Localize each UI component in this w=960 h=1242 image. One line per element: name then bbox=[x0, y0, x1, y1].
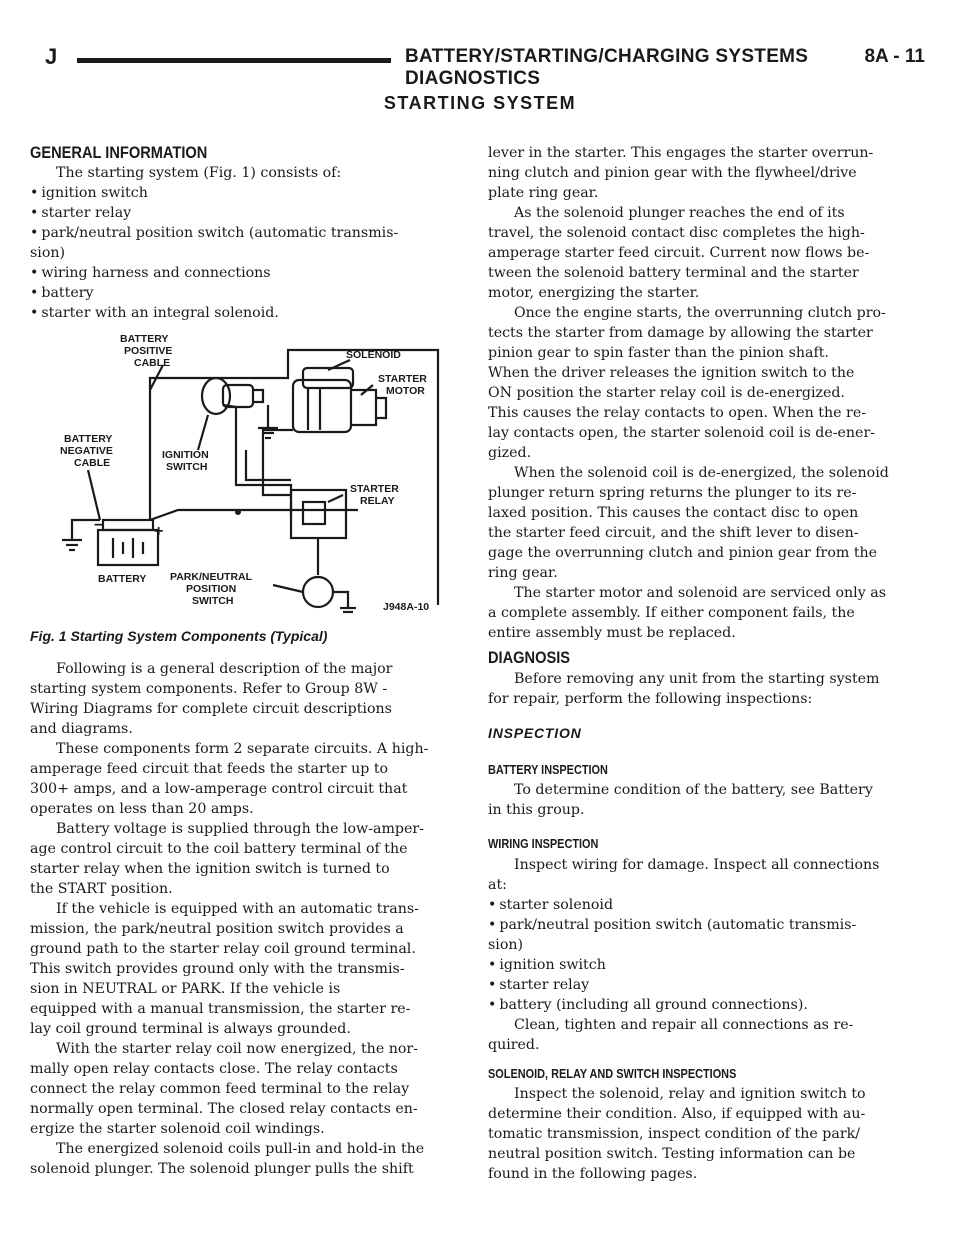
text-line: quired. bbox=[488, 1037, 540, 1053]
list-item: • starter relay bbox=[30, 203, 454, 223]
text-line: ergize the starter solenoid coil windings. bbox=[30, 1121, 325, 1137]
text-line: Clean, tighten and repair all connections as re- bbox=[514, 1017, 854, 1033]
text-line: Inspect the solenoid, relay and ignition switch to bbox=[514, 1086, 866, 1102]
figure-caption: Fig. 1 Starting System Components (Typical) bbox=[30, 628, 328, 644]
text-line: plate ring gear. bbox=[488, 185, 599, 201]
text-line: normally open terminal. The closed relay contacts en- bbox=[30, 1101, 418, 1117]
text-line: lay contacts open, the starter solenoid coil is de-ener- bbox=[488, 425, 876, 441]
list-item: • battery bbox=[30, 283, 454, 303]
list-item: • starter with an integral solenoid. bbox=[30, 303, 454, 323]
text-line: Battery voltage is supplied through the low-amper- bbox=[56, 821, 424, 837]
text-line: operates on less than 20 amps. bbox=[30, 801, 254, 817]
figure-label: RELAY bbox=[360, 495, 395, 507]
text-line: gage the overrunning clutch and pinion gear from the bbox=[488, 545, 878, 561]
text-line: mission, the park/neutral position switch provides a bbox=[30, 921, 404, 937]
text-line: the starter feed circuit, and the shift lever to disen- bbox=[488, 525, 859, 541]
text-line: starting system components. Refer to Group 8W - bbox=[30, 681, 388, 697]
list-item-continuation: sion) bbox=[488, 937, 524, 953]
header-letter: J bbox=[45, 44, 58, 69]
text-line: for repair, perform the following inspections: bbox=[488, 691, 813, 707]
text-line: ning clutch and pinion gear with the flywheel/drive bbox=[488, 165, 857, 181]
text-line: mally open relay contacts close. The relay contacts bbox=[30, 1061, 398, 1077]
figure-label: IGNITION bbox=[162, 449, 209, 461]
text-line: pinion gear to spin faster than the pinion shaft. bbox=[488, 345, 829, 361]
text-line: tects the starter from damage by allowing the starter bbox=[488, 325, 873, 341]
text-line: the START position. bbox=[30, 881, 173, 897]
general-information-heading: GENERAL INFORMATION bbox=[30, 143, 208, 162]
text-line: equipped with a manual transmission, the starter re- bbox=[30, 1001, 411, 1017]
page-header bbox=[45, 44, 925, 89]
text-line: sion in NEUTRAL or PARK. If the vehicle is bbox=[30, 981, 341, 997]
wiring-inspection-text bbox=[488, 855, 912, 1055]
battery-inspection-text bbox=[488, 780, 912, 820]
list-item: • park/neutral position switch (automatic transmis- bbox=[30, 223, 454, 243]
text-line: ON position the starter relay coil is de-energized. bbox=[488, 385, 845, 401]
text-line: plunger return spring returns the plunger to its re- bbox=[488, 485, 857, 501]
list-item: • park/neutral position switch (automatic transmis- bbox=[488, 915, 912, 935]
figure-label: BATTERY bbox=[120, 333, 169, 345]
list-item-continuation: sion) bbox=[30, 245, 66, 261]
figure-label: STARTER bbox=[378, 373, 427, 385]
figure-label: POSITIVE bbox=[124, 345, 173, 357]
general-intro: The starting system (Fig. 1) consists of: bbox=[56, 165, 342, 181]
text-line: When the solenoid coil is de-energized, the solenoid bbox=[514, 465, 889, 481]
text-line: Following is a general description of the major bbox=[56, 661, 393, 677]
text-line: at: bbox=[488, 877, 507, 893]
diagnosis-heading: DIAGNOSIS bbox=[488, 648, 571, 667]
list-item: • starter solenoid bbox=[488, 895, 912, 915]
text-line: a complete assembly. If either component fails, the bbox=[488, 605, 855, 621]
figure-label: SOLENOID bbox=[346, 349, 401, 361]
text-line: amperage feed circuit that feeds the starter up to bbox=[30, 761, 389, 777]
text-line: gized. bbox=[488, 445, 532, 461]
text-line: starter relay when the ignition switch is turned to bbox=[30, 861, 390, 877]
figure-label: SWITCH bbox=[166, 461, 208, 473]
text-line: 300+ amps, and a low-amperage control circuit that bbox=[30, 781, 408, 797]
figure-label: CABLE bbox=[134, 357, 171, 369]
text-line: travel, the solenoid contact disc completes the high- bbox=[488, 225, 865, 241]
left-body-text bbox=[30, 659, 454, 1179]
figure-label: POSITION bbox=[186, 583, 237, 595]
text-line: These components form 2 separate circuits. A high- bbox=[56, 741, 429, 757]
text-line: tomatic transmission, inspect condition of the park/ bbox=[488, 1126, 861, 1142]
inspection-heading: INSPECTION bbox=[488, 725, 582, 741]
solenoid-inspection-text bbox=[488, 1084, 912, 1184]
figure-label: SWITCH bbox=[192, 595, 234, 607]
text-line: If the vehicle is equipped with an automatic trans- bbox=[56, 901, 419, 917]
general-intro-block bbox=[30, 163, 454, 323]
text-line: The starter motor and solenoid are serviced only as bbox=[514, 585, 886, 601]
text-line: neutral position switch. Testing information can be bbox=[488, 1146, 856, 1162]
figure-label: BATTERY bbox=[98, 573, 147, 585]
text-line: ring gear. bbox=[488, 565, 558, 581]
battery-inspection-heading: BATTERY INSPECTION bbox=[488, 762, 608, 777]
text-line: motor, energizing the starter. bbox=[488, 285, 700, 301]
text-line: determine their condition. Also, if equipped with au- bbox=[488, 1106, 866, 1122]
text-line: Once the engine starts, the overrunning clutch pro- bbox=[514, 305, 886, 321]
text-line: Inspect wiring for damage. Inspect all connections bbox=[514, 857, 880, 873]
figure-label: CABLE bbox=[74, 457, 111, 469]
text-line: With the starter relay coil now energized, the nor- bbox=[56, 1041, 418, 1057]
text-line: amperage starter feed circuit. Current now flows be- bbox=[488, 245, 870, 261]
figure-label: PARK/NEUTRAL bbox=[170, 571, 253, 583]
text-line: tween the solenoid battery terminal and the starter bbox=[488, 265, 859, 281]
text-line: age control circuit to the coil battery terminal of the bbox=[30, 841, 408, 857]
right-body-text bbox=[488, 143, 912, 643]
list-item: • battery (including all ground connections). bbox=[488, 995, 912, 1015]
text-line: When the driver releases the ignition switch to the bbox=[488, 365, 855, 381]
text-line: in this group. bbox=[488, 802, 585, 818]
text-line: This causes the relay contacts to open. When the re- bbox=[488, 405, 867, 421]
figure-code: J948A-10 bbox=[383, 601, 430, 613]
text-line: Before removing any unit from the starting system bbox=[514, 671, 880, 687]
page-number: 8A - 11 bbox=[864, 46, 925, 67]
diagnosis-intro bbox=[488, 669, 912, 709]
text-line: found in the following pages. bbox=[488, 1166, 698, 1182]
header-rule bbox=[77, 58, 391, 63]
list-item: • ignition switch bbox=[30, 183, 454, 203]
plus-sign: + bbox=[154, 523, 164, 540]
section-title: STARTING SYSTEM bbox=[383, 93, 577, 113]
text-line: lay coil ground terminal is always grounded. bbox=[30, 1021, 351, 1037]
text-line: connect the relay common feed terminal to the relay bbox=[30, 1081, 410, 1097]
minus-sign: − bbox=[94, 517, 104, 534]
text-line: The energized solenoid coils pull-in and hold-in the bbox=[56, 1141, 425, 1157]
text-line: and diagrams. bbox=[30, 721, 133, 737]
text-line: laxed position. This causes the contact disc to open bbox=[488, 505, 859, 521]
text-line: To determine condition of the battery, see Battery bbox=[514, 782, 873, 798]
text-line: ground path to the starter relay coil ground terminal. bbox=[30, 941, 416, 957]
list-item: • ignition switch bbox=[488, 955, 912, 975]
solenoid-inspection-heading: SOLENOID, RELAY AND SWITCH INSPECTIONS bbox=[488, 1066, 737, 1081]
text-line: This switch provides ground only with the transmis- bbox=[30, 961, 405, 977]
starting-system-diagram bbox=[58, 330, 448, 620]
text-line: solenoid plunger. The solenoid plunger pulls the shift bbox=[30, 1161, 414, 1177]
list-item: • starter relay bbox=[488, 975, 912, 995]
text-line: entire assembly must be replaced. bbox=[488, 625, 736, 641]
list-item: • wiring harness and connections bbox=[30, 263, 454, 283]
wiring-inspection-heading: WIRING INSPECTION bbox=[488, 836, 599, 851]
figure-label: MOTOR bbox=[386, 385, 425, 397]
figure-label: BATTERY bbox=[64, 433, 113, 445]
figure-label: NEGATIVE bbox=[60, 445, 113, 457]
text-line: Wiring Diagrams for complete circuit descriptions bbox=[30, 701, 392, 717]
text-line: lever in the starter. This engages the starter overrun- bbox=[488, 145, 874, 161]
header-title: BATTERY/STARTING/CHARGING SYSTEMS DIAGNOSTICS bbox=[405, 46, 809, 89]
figure-label: STARTER bbox=[350, 483, 399, 495]
text-line: As the solenoid plunger reaches the end of its bbox=[514, 205, 845, 221]
